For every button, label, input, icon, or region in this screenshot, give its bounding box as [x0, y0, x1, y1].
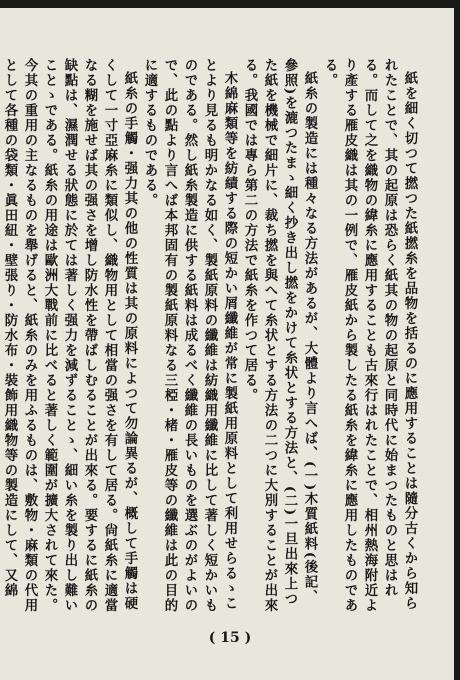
scan-edge-top: [0, 0, 460, 8]
vertical-text-body: [2, 58, 420, 614]
paragraph-1: 紙を細く切つて撚つた紙撚糸を品物を括るのに應用することは隨分古くから知られたことで、其の起原は恐らく紙其の物の起原と同時代に始まつたものと思はれる。而して之を織物の緯糸に應用することも古來行はれたことで、相州熱海附近より產する雁皮織は其の一例で、雁皮紙から製したる紙糸を緯糸に應用したものである。: [322, 58, 418, 613]
scan-edge-right: [454, 0, 460, 680]
paragraph-3: 木綿麻類等を紡績する際の短かい屑纖維が常に製紙用原料として利用せらるゝことより見るも明かなる如く、製紙原料の纖維は紡織用纖維に比して著しく短かいものである。然し紙糸製造に供する紙料は成るべく纖維の長いものを選ぶのがよいので、此の點より言へば本邦固有の製紙原料なる三椏・楮・雁皮等の纖維は此の目的に適するものである。: [142, 58, 238, 613]
page-number: ( 15 ): [208, 630, 252, 646]
paragraph-4: 紙糸の手觸・强力其の他の性質は其の原料によつて勿論異るが、概して手觸は硬くして一寸亞麻糸に類似し、織物用として相當の强さを有して居る。尙紙糸に適當なる糊を施せば其の强さを增し防水性を帶ばしむることが出來る。要するに紙糸の缺點は、濕潤せる狀態に於ては著しく强力を減ずることゝ、細い糸を製り出し難いことゝである。紙糸の用途は歐洲大戰前に比べると著しく範圍が擴大されて來た。今其の重用の主なるものを舉げると、紙糸のみを用ふるものは、敷物・麻類の代用として各種の袋類・眞田紐・壁張り・防水布・裝飾用織物等の製造にして、又綿: [2, 58, 138, 613]
paragraph-2: 紙糸の製造には種々なる方法があるが、大體より言へば、(一)木質紙料(後記、參照)を漉つたまゝ細く抄き出し撚をかけて糸状とする方法と、(二)一旦出來上つた紙を機械で細片に、裁ち撚を與へて糸状とする方法の二つに大別することが出來る。我國では專ら第二の方法で紙糸を作つて居る。: [242, 58, 318, 613]
